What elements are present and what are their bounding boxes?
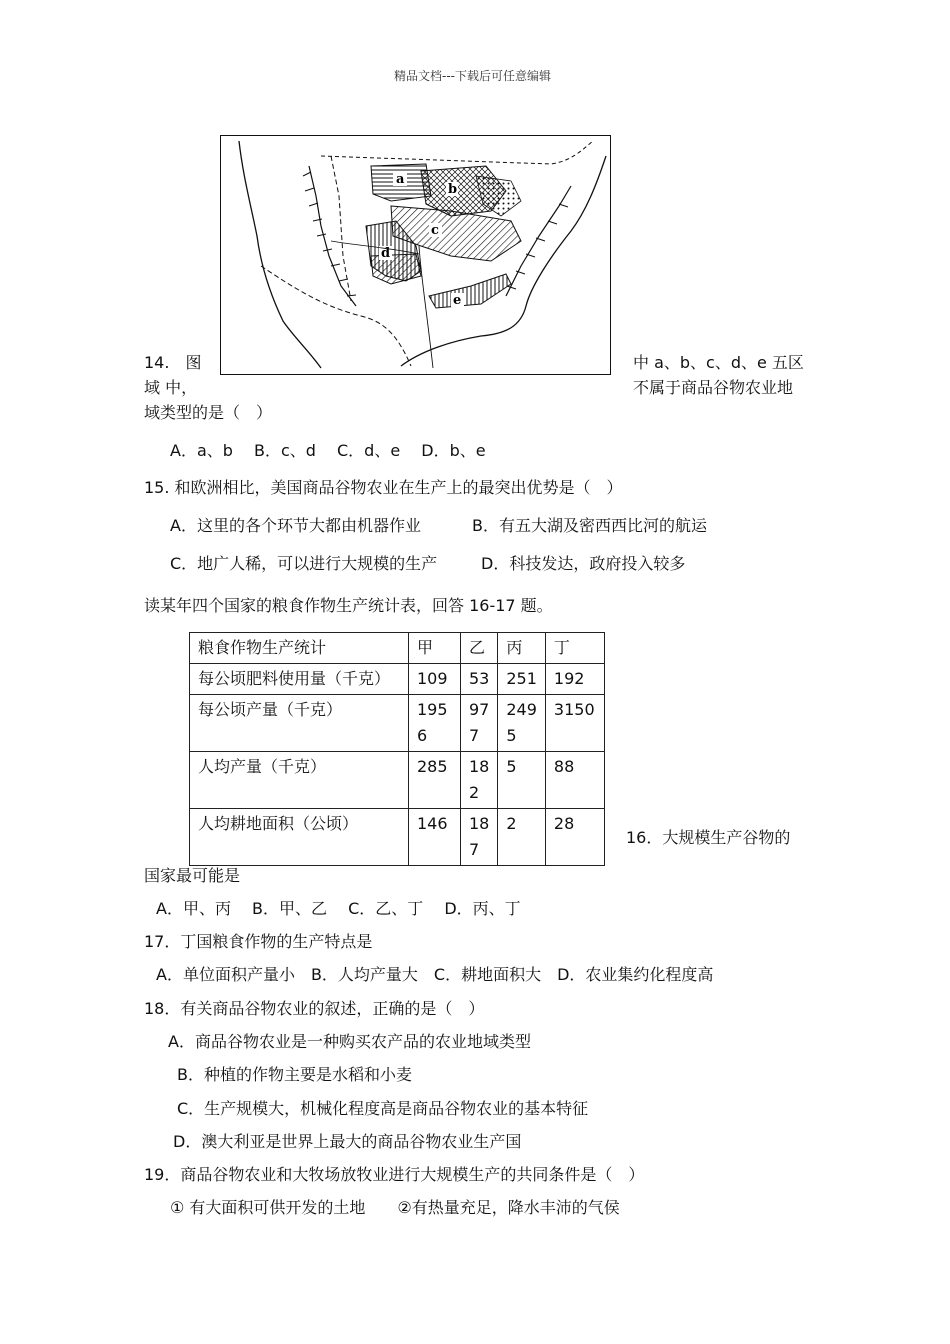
q18-option-d: D．澳大利亚是世界上最大的商品谷物农业生产国 <box>173 1132 522 1151</box>
table-row <box>190 664 605 695</box>
rocky-mountains <box>309 166 356 306</box>
header-cell: 乙 <box>461 633 498 664</box>
q15-option-c: C．地广人稀，可以进行大规模的生产 <box>170 554 438 573</box>
q14-options: A．a、b B．c、d C．d、e D．b、e <box>170 441 486 460</box>
q16-options: A．甲、丙 B．甲、乙 C．乙、丁 D．丙、丁 <box>156 899 521 918</box>
q14-right-line2: 不属于商品谷物农业地 <box>633 378 794 397</box>
q14-left-line2: 域 中， <box>144 378 198 397</box>
q14-line3: 域类型的是（ ） <box>144 403 273 422</box>
us-agriculture-map <box>220 135 611 375</box>
table-cell: 5 <box>498 752 546 809</box>
west-coast <box>239 141 321 368</box>
region-e <box>429 274 511 308</box>
table-cell: 251 <box>498 664 546 695</box>
q14-left-line1: 14. 图 <box>144 353 202 372</box>
table-cell: 109 <box>409 664 461 695</box>
table-cell: 88 <box>545 752 604 809</box>
label-d: d <box>381 246 391 261</box>
table-cell: 每公顷产量（千克） <box>190 695 409 752</box>
q18-stem: 18．有关商品谷物农业的叙述，正确的是（ ） <box>144 999 485 1018</box>
map-drawing <box>221 136 609 373</box>
table-cell: 146 <box>409 809 461 866</box>
q15-option-d: D．科技发达，政府投入较多 <box>481 554 686 573</box>
header-cell: 丙 <box>498 633 546 664</box>
label-b: b <box>448 182 458 197</box>
table-intro: 读某年四个国家的粮食作物生产统计表，回答 16-17 题。 <box>144 596 553 615</box>
header-cell: 甲 <box>409 633 461 664</box>
table-cell: 3150 <box>545 695 604 752</box>
q18-option-a: A．商品谷物农业是一种购买农产品的农业地域类型 <box>168 1032 531 1051</box>
mountain-hatches <box>303 172 356 296</box>
header-cell: 粮食作物生产统计 <box>190 633 409 664</box>
table-cell: 182 <box>461 752 498 809</box>
table-cell: 192 <box>545 664 604 695</box>
table-cell: 每公顷肥料使用量（千克） <box>190 664 409 695</box>
q19-stem: 19．商品谷物农业和大牧场放牧业进行大规模生产的共同条件是（ ） <box>144 1165 645 1184</box>
northern-border <box>321 141 593 164</box>
table-row <box>190 809 605 866</box>
region-d-lower <box>371 254 421 284</box>
table-cell: 人均产量（千克） <box>190 752 409 809</box>
q16-stem-cont: 国家最可能是 <box>144 866 241 885</box>
q19-options-1-2: ① 有大面积可供开发的土地 ②有热量充足，降水丰沛的气侯 <box>170 1198 620 1217</box>
header-cell: 丁 <box>545 633 604 664</box>
table-cell: 人均耕地面积（公顷） <box>190 809 409 866</box>
label-a: a <box>396 172 405 187</box>
table-row <box>190 752 605 809</box>
table-cell: 2495 <box>498 695 546 752</box>
q15-option-a: A．这里的各个环节大都由机器作业 <box>170 516 421 535</box>
q15-option-b: B．有五大湖及密西西比河的航运 <box>472 516 707 535</box>
q16-stem: 16．大规模生产谷物的 <box>626 828 791 847</box>
table-cell: 53 <box>461 664 498 695</box>
table-cell: 285 <box>409 752 461 809</box>
table-cell: 28 <box>545 809 604 866</box>
grain-production-table <box>189 632 605 866</box>
q17-stem: 17．丁国粮食作物的生产特点是 <box>144 932 373 951</box>
table-cell: 1956 <box>409 695 461 752</box>
label-e: e <box>453 293 462 308</box>
table-cell: 187 <box>461 809 498 866</box>
label-c: c <box>431 223 439 238</box>
table-cell: 2 <box>498 809 546 866</box>
q18-option-b: B．种植的作物主要是水稻和小麦 <box>177 1065 412 1084</box>
q15-stem: 15. 和欧洲相比，美国商品谷物农业在生产上的最突出优势是（ ） <box>144 478 623 497</box>
table-header-row <box>190 633 605 664</box>
page-header: 精品文档---下载后可任意编辑 <box>394 69 551 83</box>
q17-options: A．单位面积产量小 B．人均产量大 C．耕地面积大 D．农业集约化程度高 <box>156 965 714 984</box>
table-cell: 977 <box>461 695 498 752</box>
q14-right-line1: 中 a、b、c、d、e 五区 <box>633 353 804 372</box>
q18-option-c: C．生产规模大，机械化程度高是商品谷物农业的基本特征 <box>177 1099 589 1118</box>
table-row <box>190 695 605 752</box>
mississippi-river <box>419 246 433 368</box>
